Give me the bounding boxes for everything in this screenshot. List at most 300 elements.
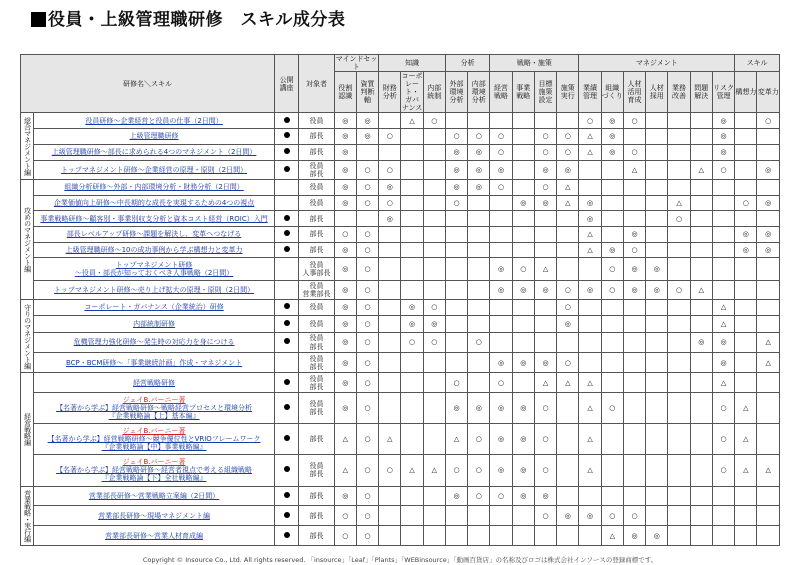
- skill-mark-cell: [423, 179, 445, 195]
- course-link[interactable]: 上級管理職研修～10の成功事例から学ぶ構想力と変革力: [65, 245, 243, 254]
- course-link[interactable]: 【名著から学ぶ】経営戦略研修～競争優位性とVRIOフレームワーク 『企業戦略論【中】事業戦略編』: [47, 435, 261, 452]
- skill-mark-cell: [646, 316, 668, 333]
- skill-mark-cell: [668, 258, 690, 280]
- skill-mark-cell: ○: [712, 423, 734, 454]
- skill-mark-cell: ◎: [757, 242, 780, 258]
- skill-mark-cell: ○: [668, 280, 690, 299]
- skill-mark-cell: [690, 506, 712, 526]
- skill-mark-cell: [401, 195, 423, 211]
- skill-mark-cell: ◎: [512, 423, 534, 454]
- skill-mark-cell: [690, 392, 712, 423]
- skill-header-label: 組織 づくり: [601, 84, 623, 101]
- skill-mark-cell: ○: [757, 113, 780, 129]
- skill-mark-cell: [534, 211, 556, 227]
- skill-mark-cell: [445, 226, 467, 242]
- skill-mark-cell: ◎: [334, 280, 356, 299]
- skill-mark-cell: △: [579, 423, 601, 454]
- public-course-dot-icon: [284, 338, 290, 344]
- skill-mark-cell: [623, 332, 645, 352]
- course-link[interactable]: 役員研修～企業経営と役員の仕事（2日間）: [85, 116, 223, 125]
- skill-mark-cell: ○: [490, 179, 512, 195]
- course-link[interactable]: 内部統制研修: [133, 320, 176, 329]
- skill-header: [334, 72, 356, 113]
- target-cell: 役員 人事部長: [299, 258, 334, 280]
- skill-mark-cell: [690, 258, 712, 280]
- skill-mark-cell: [490, 316, 512, 333]
- course-link[interactable]: 営業部長研修～営業人材育成編: [105, 531, 204, 540]
- target-cell: 部長: [299, 226, 334, 242]
- skill-mark-cell: ○: [356, 455, 378, 486]
- skill-mark-cell: ◎: [646, 280, 668, 299]
- publisher-link[interactable]: ジェイB.バーニー著: [122, 427, 186, 436]
- skill-mark-cell: [534, 316, 556, 333]
- skill-mark-cell: [445, 258, 467, 280]
- target-cell: 役員: [299, 179, 334, 195]
- skill-mark-cell: [712, 179, 734, 195]
- skill-mark-cell: ○: [534, 179, 556, 195]
- skill-mark-cell: ◎: [757, 160, 780, 179]
- skill-mark-cell: [468, 280, 490, 299]
- skill-mark-cell: ○: [468, 332, 490, 352]
- skill-mark-cell: [401, 373, 423, 392]
- skill-mark-cell: △: [690, 280, 712, 299]
- course-link[interactable]: コーポレート・ガバナンス（企業統治）研修: [84, 303, 224, 312]
- skill-mark-cell: ○: [379, 455, 401, 486]
- skill-mark-cell: ◎: [512, 455, 534, 486]
- publisher-link[interactable]: ジェイB.バーニー著: [122, 458, 186, 467]
- course-name-cell: [34, 179, 275, 195]
- skill-mark-cell: [601, 423, 623, 454]
- skill-mark-cell: ◎: [601, 242, 623, 258]
- skill-mark-cell: [690, 195, 712, 211]
- skill-mark-cell: ○: [534, 506, 556, 526]
- target-cell: 役員: [299, 299, 334, 316]
- skill-mark-cell: [379, 506, 401, 526]
- skill-mark-cell: [401, 506, 423, 526]
- skill-mark-cell: [712, 526, 734, 546]
- skill-mark-cell: ◎: [334, 332, 356, 352]
- skill-mark-cell: ◎: [401, 299, 423, 316]
- skill-mark-cell: ○: [379, 195, 401, 211]
- skill-mark-cell: △: [579, 373, 601, 392]
- skill-mark-cell: [646, 211, 668, 227]
- table-row: [21, 160, 780, 179]
- skill-mark-cell: △: [735, 392, 757, 423]
- skill-mark-cell: △: [557, 179, 579, 195]
- skill-mark-cell: [512, 242, 534, 258]
- skill-mark-cell: [445, 299, 467, 316]
- skill-mark-cell: ○: [468, 455, 490, 486]
- skill-header-label: 役割 認識: [338, 84, 353, 101]
- skill-mark-cell: ◎: [490, 160, 512, 179]
- course-link[interactable]: 企業価値向上研修～中長期的な成長を実現するための4つの視点: [53, 198, 255, 207]
- public-course-dot-icon: [284, 230, 290, 236]
- skill-mark-cell: ◎: [490, 392, 512, 423]
- skill-mark-cell: ◎: [712, 332, 734, 352]
- public-course-dot-icon: [284, 466, 290, 472]
- skill-mark-cell: [601, 353, 623, 373]
- table-row: [21, 211, 780, 227]
- skill-mark-cell: ◎: [601, 129, 623, 145]
- skill-mark-cell: [690, 353, 712, 373]
- course-name-cell: [34, 486, 275, 506]
- table-row: [21, 332, 780, 352]
- skill-header-label: 経営 戦略: [494, 84, 509, 101]
- skill-mark-cell: △: [557, 373, 579, 392]
- target-cell: 役員 部長: [299, 160, 334, 179]
- table-row: [21, 258, 780, 280]
- skill-mark-cell: ◎: [579, 506, 601, 526]
- skill-mark-cell: ◎: [490, 353, 512, 373]
- public-course-cell: [274, 486, 298, 506]
- section-label: [21, 299, 34, 373]
- course-link[interactable]: 営業部長研修～現場マネジメント編: [98, 511, 210, 520]
- skill-mark-cell: [668, 316, 690, 333]
- skill-mark-cell: [512, 316, 534, 333]
- skill-mark-cell: [757, 486, 780, 506]
- skill-mark-cell: [623, 455, 645, 486]
- copyright-footer: Copyright © Insource Co., Ltd. All rights reserved. 「insource」「Leaf」「Plants」「WEBinsource」「動画百貨店」の名称及びロゴは株式会社インソースの登録商標です。: [142, 556, 658, 564]
- section-label-text: 総合マネジメント編: [23, 116, 32, 176]
- skill-mark-cell: [423, 280, 445, 299]
- skill-mark-cell: ○: [334, 226, 356, 242]
- skill-mark-cell: [668, 392, 690, 423]
- skill-mark-cell: ◎: [712, 353, 734, 373]
- skill-header: [601, 72, 623, 113]
- skill-mark-cell: ○: [668, 211, 690, 227]
- skill-mark-cell: ○: [356, 392, 378, 423]
- skill-mark-cell: [512, 179, 534, 195]
- skill-mark-cell: [623, 211, 645, 227]
- skill-mark-cell: [601, 160, 623, 179]
- public-course-cell: [274, 423, 298, 454]
- skill-mark-cell: [468, 113, 490, 129]
- course-name-cell: [34, 353, 275, 373]
- skill-mark-cell: [623, 316, 645, 333]
- course-link[interactable]: 事業戦略研修～顧客別・事業別収支分析と資本コスト経営（ROIC）入門: [40, 214, 268, 223]
- skill-mark-cell: ◎: [712, 129, 734, 145]
- skill-mark-cell: ○: [557, 353, 579, 373]
- target-header: 対象者: [299, 55, 334, 113]
- course-link[interactable]: トップマネジメント研修 ～役員・部長が知っておくべき人事戦略（2日間）: [74, 260, 234, 277]
- skill-mark-cell: [623, 392, 645, 423]
- skill-mark-cell: ◎: [557, 316, 579, 333]
- skill-mark-cell: ◎: [334, 242, 356, 258]
- skill-mark-cell: ○: [356, 242, 378, 258]
- section-label: [21, 113, 34, 180]
- skill-mark-cell: [735, 299, 757, 316]
- skill-mark-cell: [712, 280, 734, 299]
- target-cell: 役員 営業部長: [299, 280, 334, 299]
- skill-mark-cell: [735, 353, 757, 373]
- skill-mark-cell: [646, 373, 668, 392]
- skill-mark-cell: ◎: [579, 280, 601, 299]
- skill-mark-cell: ◎: [334, 195, 356, 211]
- skill-mark-cell: ◎: [579, 195, 601, 211]
- skill-mark-cell: ◎: [512, 353, 534, 373]
- table-row: [21, 392, 780, 423]
- public-course-cell: [274, 195, 298, 211]
- skill-mark-cell: [623, 179, 645, 195]
- skill-mark-cell: [690, 242, 712, 258]
- skill-mark-cell: [757, 316, 780, 333]
- skill-header: [579, 72, 601, 113]
- table-row: [21, 179, 780, 195]
- skill-mark-cell: ◎: [512, 195, 534, 211]
- skill-mark-cell: [557, 113, 579, 129]
- skill-mark-cell: [468, 526, 490, 546]
- publisher-link[interactable]: ジェイB.バーニー著: [122, 395, 186, 404]
- table-row: [21, 316, 780, 333]
- skill-mark-cell: ◎: [468, 179, 490, 195]
- target-cell: 部長: [299, 211, 334, 227]
- skill-mark-cell: [646, 179, 668, 195]
- public-course-cell: [274, 299, 298, 316]
- skill-mark-cell: [423, 423, 445, 454]
- course-link[interactable]: 組織分析研修～外部・内部環境分析・財務分析（2日間）: [64, 183, 244, 192]
- public-course-cell: [274, 258, 298, 280]
- skill-mark-cell: [646, 392, 668, 423]
- skill-mark-cell: △: [579, 392, 601, 423]
- skill-mark-cell: ◎: [534, 195, 556, 211]
- public-course-cell: [274, 179, 298, 195]
- public-course-dot-icon: [284, 320, 290, 326]
- skill-mark-cell: ○: [445, 373, 467, 392]
- table-row: [21, 506, 780, 526]
- course-name-cell: [34, 506, 275, 526]
- course-link[interactable]: トップマネジメント研修～売り上げ拡大の原理・原則（2日間）: [54, 285, 255, 294]
- skill-mark-cell: △: [579, 226, 601, 242]
- course-link[interactable]: 経営戦略研修: [133, 378, 176, 387]
- skill-header-label: 人材 活用 育成: [627, 80, 642, 105]
- skill-mark-cell: △: [712, 373, 734, 392]
- skill-mark-cell: ○: [423, 113, 445, 129]
- public-course-cell: [274, 353, 298, 373]
- skill-mark-cell: [468, 373, 490, 392]
- skill-mark-cell: [601, 373, 623, 392]
- skill-mark-cell: [490, 226, 512, 242]
- table-row: [21, 526, 780, 546]
- skill-mark-cell: [557, 486, 579, 506]
- skill-mark-cell: [445, 506, 467, 526]
- skill-mark-cell: [534, 226, 556, 242]
- skill-mark-cell: ◎: [334, 316, 356, 333]
- skill-mark-cell: [668, 113, 690, 129]
- public-course-dot-icon: [284, 117, 290, 123]
- course-name-cell: [34, 258, 275, 280]
- skill-mark-cell: ◎: [534, 160, 556, 179]
- skill-mark-cell: [379, 226, 401, 242]
- skill-mark-cell: ○: [356, 486, 378, 506]
- skill-mark-cell: ◎: [735, 242, 757, 258]
- skill-header-label: 目標 施策 設定: [538, 80, 553, 105]
- skill-mark-cell: [601, 179, 623, 195]
- skill-mark-cell: ○: [490, 373, 512, 392]
- skill-mark-cell: [623, 486, 645, 506]
- course-link[interactable]: 危機管理力強化研修～発生時の対応力を身につける: [73, 338, 235, 347]
- skill-mark-cell: [579, 160, 601, 179]
- skill-mark-cell: [534, 299, 556, 316]
- skill-mark-cell: ○: [356, 160, 378, 179]
- skill-mark-cell: △: [401, 455, 423, 486]
- course-link[interactable]: 上級管理職研修～部長に求められる4つのマネジメント（2日間）: [51, 148, 257, 157]
- skill-mark-cell: [557, 423, 579, 454]
- public-course-header: 公開 講座: [274, 55, 298, 113]
- skill-mark-cell: ○: [534, 423, 556, 454]
- skill-group-header: 知識: [379, 55, 446, 72]
- skill-mark-cell: [668, 373, 690, 392]
- course-link[interactable]: 上級管理職研修: [129, 132, 179, 141]
- skill-mark-cell: △: [601, 526, 623, 546]
- skill-mark-cell: [401, 144, 423, 160]
- skill-mark-cell: [601, 486, 623, 506]
- skill-mark-cell: ○: [490, 486, 512, 506]
- course-link[interactable]: BCP・BCM研修～「事業継続計画」作成・マネジメント: [65, 358, 243, 367]
- skill-mark-cell: ○: [557, 144, 579, 160]
- skill-mark-cell: [445, 353, 467, 373]
- table-row: [21, 113, 780, 129]
- skill-mark-cell: △: [557, 195, 579, 211]
- skill-header-label: 資質 判断 軸: [360, 80, 375, 105]
- skill-mark-cell: [646, 242, 668, 258]
- skill-mark-cell: [401, 226, 423, 242]
- skill-mark-cell: [379, 113, 401, 129]
- skill-mark-cell: △: [579, 455, 601, 486]
- target-cell: 役員 部長: [299, 353, 334, 373]
- skill-mark-cell: [512, 299, 534, 316]
- skill-mark-cell: [512, 129, 534, 145]
- skill-mark-cell: ◎: [445, 144, 467, 160]
- skill-mark-cell: [490, 299, 512, 316]
- skill-mark-cell: △: [534, 258, 556, 280]
- skill-mark-cell: [735, 316, 757, 333]
- skill-mark-cell: [468, 242, 490, 258]
- skill-mark-cell: [712, 195, 734, 211]
- skill-mark-cell: [601, 299, 623, 316]
- skill-mark-cell: [445, 280, 467, 299]
- course-name-cell: [34, 373, 275, 392]
- course-link[interactable]: トップマネジメント研修～企業経営の原理・原則（2日間）: [61, 165, 248, 174]
- target-cell: 役員: [299, 195, 334, 211]
- skill-mark-cell: [512, 373, 534, 392]
- skill-mark-cell: [735, 373, 757, 392]
- public-course-dot-icon: [284, 435, 290, 441]
- skill-mark-cell: △: [623, 160, 645, 179]
- course-name-cell: [34, 144, 275, 160]
- skill-mark-cell: [468, 353, 490, 373]
- skill-header-label: 業績 管理: [583, 84, 598, 101]
- skill-mark-cell: [445, 242, 467, 258]
- public-course-cell: [274, 280, 298, 299]
- course-link[interactable]: 営業部長研修～営業戦略立案編（2日間）: [88, 491, 220, 500]
- skill-mark-cell: [534, 332, 556, 352]
- skill-mark-cell: [668, 179, 690, 195]
- skill-mark-cell: [757, 258, 780, 280]
- skill-mark-cell: ○: [490, 144, 512, 160]
- course-name-cell: [34, 129, 275, 145]
- skill-mark-cell: △: [579, 129, 601, 145]
- skill-mark-cell: ○: [356, 299, 378, 316]
- skill-mark-cell: ◎: [512, 392, 534, 423]
- table-row: [21, 226, 780, 242]
- skill-mark-cell: ◎: [445, 392, 467, 423]
- target-cell: 役員: [299, 113, 334, 129]
- skill-mark-cell: [401, 280, 423, 299]
- skill-mark-cell: [668, 353, 690, 373]
- skill-mark-cell: ◎: [557, 506, 579, 526]
- skill-mark-cell: [401, 423, 423, 454]
- skill-mark-cell: ○: [356, 316, 378, 333]
- skill-mark-cell: △: [445, 423, 467, 454]
- skill-mark-cell: ○: [356, 258, 378, 280]
- skill-mark-cell: [512, 144, 534, 160]
- skill-mark-cell: [445, 526, 467, 546]
- skill-mark-cell: [757, 129, 780, 145]
- public-course-cell: [274, 226, 298, 242]
- course-link[interactable]: 部長レベルアップ研修～課題を解決し、変革へつなげる: [66, 230, 242, 239]
- skill-mark-cell: ○: [601, 392, 623, 423]
- skill-mark-cell: [468, 316, 490, 333]
- section-label: [21, 486, 34, 545]
- skill-mark-cell: ○: [356, 179, 378, 195]
- skill-header-label: 業務 改善: [672, 84, 687, 101]
- skill-mark-cell: △: [334, 423, 356, 454]
- skill-mark-cell: [646, 353, 668, 373]
- skill-mark-cell: [690, 486, 712, 506]
- public-course-dot-icon: [284, 148, 290, 154]
- skill-mark-cell: ○: [534, 129, 556, 145]
- skill-mark-cell: [735, 129, 757, 145]
- skill-mark-cell: ◎: [646, 526, 668, 546]
- skill-header: [379, 72, 401, 113]
- course-link[interactable]: 【名著から学ぶ】経営戦略研修～戦略経営プロセスと環境分析 『企業戦略論【上】基本編』: [56, 403, 253, 420]
- table-row: [21, 195, 780, 211]
- skill-mark-cell: △: [579, 242, 601, 258]
- skill-mark-cell: ◎: [334, 113, 356, 129]
- public-course-dot-icon: [284, 303, 290, 309]
- skill-header-label: 外部 環境 分析: [449, 80, 464, 105]
- course-name-cell: [34, 423, 275, 454]
- table-row: [21, 129, 780, 145]
- table-row: [21, 373, 780, 392]
- skill-mark-cell: ◎: [601, 113, 623, 129]
- course-link[interactable]: 【名著から学ぶ】経営戦略研修～経営者視点で考える組織戦略 『企業戦略論【下】全社戦略編』: [56, 466, 253, 483]
- skill-mark-cell: ◎: [468, 144, 490, 160]
- skill-mark-cell: [668, 332, 690, 352]
- public-course-dot-icon: [284, 512, 290, 518]
- skill-mark-cell: [690, 113, 712, 129]
- skill-header: [423, 72, 445, 113]
- table-row: [21, 299, 780, 316]
- skill-header: [356, 72, 378, 113]
- skill-mark-cell: [423, 486, 445, 506]
- skill-mark-cell: [668, 144, 690, 160]
- skill-mark-cell: ◎: [534, 280, 556, 299]
- skill-mark-cell: [423, 195, 445, 211]
- target-cell: 役員 部長: [299, 392, 334, 423]
- skill-mark-cell: ◎: [534, 353, 556, 373]
- skill-mark-cell: ○: [712, 160, 734, 179]
- skill-mark-cell: [735, 258, 757, 280]
- skill-mark-cell: [534, 242, 556, 258]
- skill-mark-cell: ○: [712, 455, 734, 486]
- skill-mark-cell: ○: [512, 258, 534, 280]
- skill-mark-cell: △: [379, 423, 401, 454]
- skill-mark-cell: ◎: [623, 226, 645, 242]
- public-course-cell: [274, 160, 298, 179]
- skill-mark-cell: [579, 353, 601, 373]
- public-course-dot-icon: [284, 404, 290, 410]
